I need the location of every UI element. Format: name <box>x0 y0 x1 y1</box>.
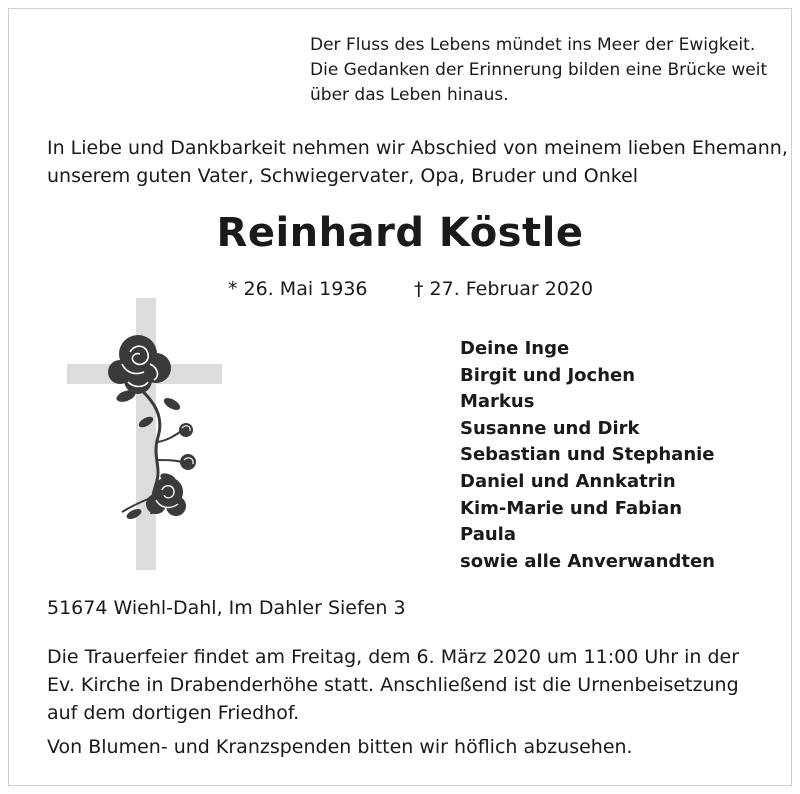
cross-with-roses-icon <box>60 292 230 572</box>
list-item: Birgit und Jochen <box>460 364 636 386</box>
list-item: Susanne und Dirk <box>460 417 640 439</box>
flowers-note: Von Blumen- und Kranzspenden bitten wir höflich abzusehen. <box>47 736 633 758</box>
mourners-list <box>460 336 715 575</box>
deceased-name: Reinhard Köstle <box>216 210 584 256</box>
funeral-line: auf dem dortigen Friedhof. <box>47 702 300 724</box>
list-item: Paula <box>460 524 516 546</box>
birth-date: * 26. Mai 1936 <box>228 278 368 300</box>
family-address: 51674 Wiehl-Dahl, Im Dahler Siefen 3 <box>47 597 406 619</box>
motto-line: Der Fluss des Lebens mündet ins Meer der Ewigkeit. <box>310 35 756 55</box>
motto-verse <box>310 33 780 108</box>
funeral-line: Die Trauerfeier findet am Freitag, dem 6. März 2020 um 11:00 Uhr in der <box>47 646 740 668</box>
intro-line: In Liebe und Dankbarkeit nehmen wir Abschied von meinem lieben Ehemann, <box>47 137 788 159</box>
list-item: sowie alle Anverwandten <box>460 550 715 572</box>
intro-line: unserem guten Vater, Schwiegervater, Opa, Bruder und Onkel <box>47 165 639 187</box>
list-item: Kim-Marie und Fabian <box>460 497 683 519</box>
funeral-details <box>47 643 777 727</box>
list-item: Daniel und Annkatrin <box>460 470 676 492</box>
intro-text <box>47 134 788 190</box>
motto-line: über das Leben hinaus. <box>310 85 509 105</box>
list-item: Markus <box>460 391 535 413</box>
motto-line: Die Gedanken der Erinnerung bilden eine Brücke weit <box>310 60 768 80</box>
list-item: Deine Inge <box>460 338 570 359</box>
list-item: Sebastian und Stephanie <box>460 444 715 466</box>
funeral-line: Ev. Kirche in Drabenderhöhe statt. Anschließend ist die Urnenbeisetzung <box>47 674 739 696</box>
death-date: † 27. Februar 2020 <box>414 278 594 300</box>
